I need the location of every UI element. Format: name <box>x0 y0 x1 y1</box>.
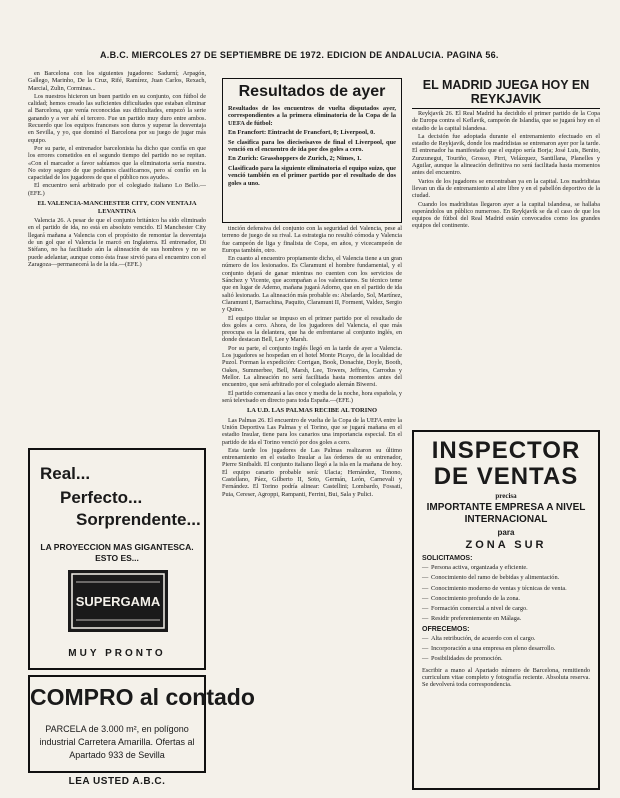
ad-line-real: Real... <box>40 464 91 483</box>
list-item: — Incorporación a una empresa en pleno desarrollo. <box>422 645 590 652</box>
paragraph: El encuentro será arbitrado por el colegiado italiano Lo Bello.—(EFE.) <box>28 182 206 197</box>
list-item: — Formación comercial a nivel de cargo. <box>422 605 590 612</box>
results-title: Resultados de ayer <box>238 83 386 100</box>
page-header: A.B.C. MIERCOLES 27 DE SEPTIEMBRE DE 1972. EDICION DE ANDALUCIA. PAGINA 56. <box>100 50 499 60</box>
paragraph: El equipo titular se impuso en el primer partido por el resultado de dos goles a cero. Ahora, de los jugadores del Valencia, el que más preocupa es la delantera, que ha de enfrentarse al conjunto inglés, en donde destacan Bell, Lee y Marsh. <box>222 314 402 344</box>
paragraph: El partido comenzará a las once y media de la noche, hora española, y será televisado en directo para toda España.—(EFE.) <box>222 389 402 404</box>
compro-headline: COMPRO al contado <box>30 684 255 710</box>
paragraph: Reykjavik 26. El Real Madrid ha decidido el primer partido de la Copa de Europa contra el Keflavik, campeón de Islandia, que se jugará hoy en el estadio de la capital islandesa. <box>412 110 600 132</box>
paragraph: Por su parte, el conjunto inglés llegó en la tarde de ayer a Valencia. Los jugadores se hospedan en el hotel Monte Picayo, de la localidad de Puzol. Forman la expedición: Corrigan, Book, Donachie, Doyle, Booth, Oakes, Summerbee, Bell, Marsh, Lee, Towers, Jeffries, Carrodus y Mellor. La alineación no será facilitada hasta momentos antes del encuentro, que será arbitrado por el colegiado alemán Biwersi. <box>222 344 402 389</box>
subheadline-valencia: EL VALENCIA-MANCHESTER CITY, CON VENTAJA LEVANTINA <box>37 200 197 215</box>
paragraph: En Francfort: Eintracht de Francfort, 0; Liverpool, 0. <box>228 129 375 137</box>
paragraph: En cuanto al encuentro propiamente dicho, el Valencia tiene a un gran número de los lesionados. Es Claramunt el hombre fundamental, y el conjunto dejará de ganar mientras no cuenten con los servicios de Sánchez y Vicente, que acompañan a los valencianos. Su técnico teme que en lugar de Ademo, mañana jugará Adorno, que en el partido de ida salió lesionado. La alineación más probable es: Abelardo, Sol, Martínez, Claramunt I, Barrachina, Paquito, Claramunt II, Forment, Valdez, Sergio y Quino. <box>222 255 402 314</box>
paragraph: Se clasifica para los dieciseisavos de final el Liverpool, que venció en el encuentro de ida por dos goles a cero. <box>228 138 396 154</box>
column-barcelona <box>28 70 206 442</box>
list-item: — Alta retribución, de acuerdo con el cargo. <box>422 635 590 642</box>
ad-line-sorprendente: Sorprendente... <box>76 510 201 529</box>
results-box <box>222 78 402 223</box>
paragraph: En Zurich: Grasshoppers de Zurich, 2; Nimes, 1. <box>228 155 362 163</box>
ofrecemos-label: OFRECEMOS: <box>422 625 470 633</box>
paragraph: en Barcelona con los siguientes jugadores: Sadurní; Arpagón, Gallego, Marinho, De la Cruz, Rifé, Ramírez, Juan Carlos, Rexach, Marcial, Zulin, Corminas... <box>28 70 206 92</box>
ad-line-perfecto: Perfecto... <box>60 488 143 507</box>
list-item: — Residir preferentemente en Málaga. <box>422 615 590 622</box>
paragraph: Cuando los madridistas llegaron ayer a la capital islandesa, se hallaba esperándolos un público numeroso. En Reykjavik se da el caso de que los equipos de fútbol del Real Madrid están convocados como los grandes equipos del continente. <box>412 200 600 230</box>
list-item: — Conocimiento del ramo de bebidas y alimentación. <box>422 574 590 581</box>
supergama-ad <box>28 448 206 670</box>
inspector-title: INSPECTOR DE VENTAS <box>431 437 581 490</box>
paragraph: La decisión fue adoptada durante el entrenamiento efectuado en el estadio de Reykjavik, donde los madridistas se entrenaron ayer por la tarde. El entrenador ha manifestado que el equipo sería Borja; José Luis, Benito, Zunzunegui, Touriño, Grosso, Pirri, Velázquez, Santillana, Planelles y Aguilar, aunque la alineación definitiva no será facilitada hasta momentos antes del encuentro. <box>412 132 600 177</box>
ofrecemos-list <box>422 635 590 663</box>
paragraph: Esta tarde los jugadores de Las Palmas realizaron su último entrenamiento en el estadio Insular a las órdenes de su entrenador, Pierre Sinibaldi. El conjunto italiano llegó a la isla en la mañana de hoy. El equipo canario probable será: Ulacia; Hernández, Tonono, Castellano, Páez, Gilberto II, Soto, Germán, León, Carnevali y Fernández. El Torino podría alinear: Castellini; Lombardo, Fossati, Puia, Cereser, Agroppi, Rampanti, Ferrini, Bui, Sala y Pulici. <box>222 446 402 498</box>
paragraph: Resultados de los encuentros de vuelta disputados ayer, correspondientes a la primera eliminatoria de la Copa de la UEFA de fútbol: <box>228 105 396 127</box>
paragraph: Clasificado para la siguiente eliminatoria el equipo suizo, que venció también en el primer partido por el resultado de dos goles a uno. <box>228 164 396 187</box>
paragraph: Varios de los jugadores se encontraban ya en la capital. Los madridistas llevan un día de entrenamiento al aire libre y en el pabellón deportivo de la ciudad. <box>412 177 600 200</box>
list-item: — Conocimiento moderno de ventas y técnicas de venta. <box>422 585 590 592</box>
paragraph: tinción defensiva del conjunto con la seguridad del Valencia, pese al terreno de juego de su rival. La estrategia no resultó cómoda y Valencia fue campeón de liga y finalista de Copa, en años, y vicecampeón de Europa también, otro. <box>222 225 402 254</box>
compro-text: PARCELA de 3.000 m², en polígono industrial Carretera Amarilla. Ofertas al Apartado 933 de Sevilla <box>39 724 195 760</box>
subheadline-las-palmas: LA U.D. LAS PALMAS RECIBE AL TORINO <box>246 407 378 415</box>
supergama-logo-text: SUPERGAMA <box>75 594 161 609</box>
supergama-logo <box>68 570 168 632</box>
paragraph: Por su parte, el entrenador barcelonista ha dicho que confía en que los errores cometidos en el segundo tiempo del partido no se repitan. «Con el marcador a favor sabíamos que la eliminatoria sería nuestra. No estoy seguro de que podamos clasificarnos, pero sí confío en la capacidad de los jugadores de que el público nos ayude». <box>28 144 206 182</box>
inspector-empresa: IMPORTANTE EMPRESA A NIVEL INTERNACIONAL <box>426 502 586 525</box>
inspector-ventas-ad <box>412 430 600 790</box>
list-item: — Persona activa, organizada y eficiente. <box>422 564 590 571</box>
inspector-footer: Escribir a mano al Apartado número de Barcelona, remitiendo curriculum vitae completo y fotografía reciente. Absoluta reserva. Se devolverá toda correspondencia. <box>422 666 590 689</box>
solicitamos-list <box>422 564 590 623</box>
solicitamos-label: SOLICITAMOS: <box>422 555 473 562</box>
inspector-para: para <box>497 528 515 537</box>
list-item: — Conocimiento profundo de la zona. <box>422 595 590 602</box>
inspector-precisa: precisa <box>495 492 517 500</box>
ad-muy-pronto: MUY PRONTO <box>68 648 166 659</box>
paragraph: Valencia 26. A pesar de que el conjunto británico ha sido eliminado en el partido de ida, no está en absoluto vencido. El Manchester City llegará mañana a Valencia con el propósito de remontar la desventaja de un gol que el Valencia le marcó en Inglaterra. El entrenador, Di Stéfano, no ha facilitado aún la alineación de sus hombres y no se puede adelantar, aunque como ésta frase sirvió para el encuentro con el Zaragoza—permanecerá la de la ida.—(EFE.) <box>28 217 206 268</box>
compro-ad <box>28 675 255 773</box>
ad-projection-text: LA PROYECCION MAS GIGANTESCA. ESTO ES... <box>40 542 194 563</box>
madrid-headline: EL MADRID JUEGA HOY EN REYKJAVIK <box>412 78 600 109</box>
paragraph: Las Palmas 26. El encuentro de vuelta de la Copa de la UEFA entre la Unión Deportiva Las Palmas y el Torino, que se jugará mañana en el estadio Insular, tiene para los canarios una importancia especial. En el partido de ida el Torino venció por dos goles a cero. <box>222 416 402 446</box>
list-item: — Posibilidades de promoción. <box>422 655 590 662</box>
inspector-zona: ZONA SUR <box>465 539 547 551</box>
paragraph: Los nuestros hicieron un buen partido en su conjunto, con fútbol de calidad; hemos creado las suficientes dificultades que estaban eliminar al Barcelona, que venía reconocidas sus dificultades, empezó la serie ganando y a ver ahí el tercero. Fue un partido muy duro entre ambos. Recuerdo que los equipos franceses son duros y superar la desventaja en Sevilla, y yo, que dominó el Barcelona por su juego de jugar más equipo. <box>28 92 206 144</box>
column-madrid <box>412 110 600 405</box>
footer-slogan: LEA USTED A.B.C. <box>68 776 166 787</box>
